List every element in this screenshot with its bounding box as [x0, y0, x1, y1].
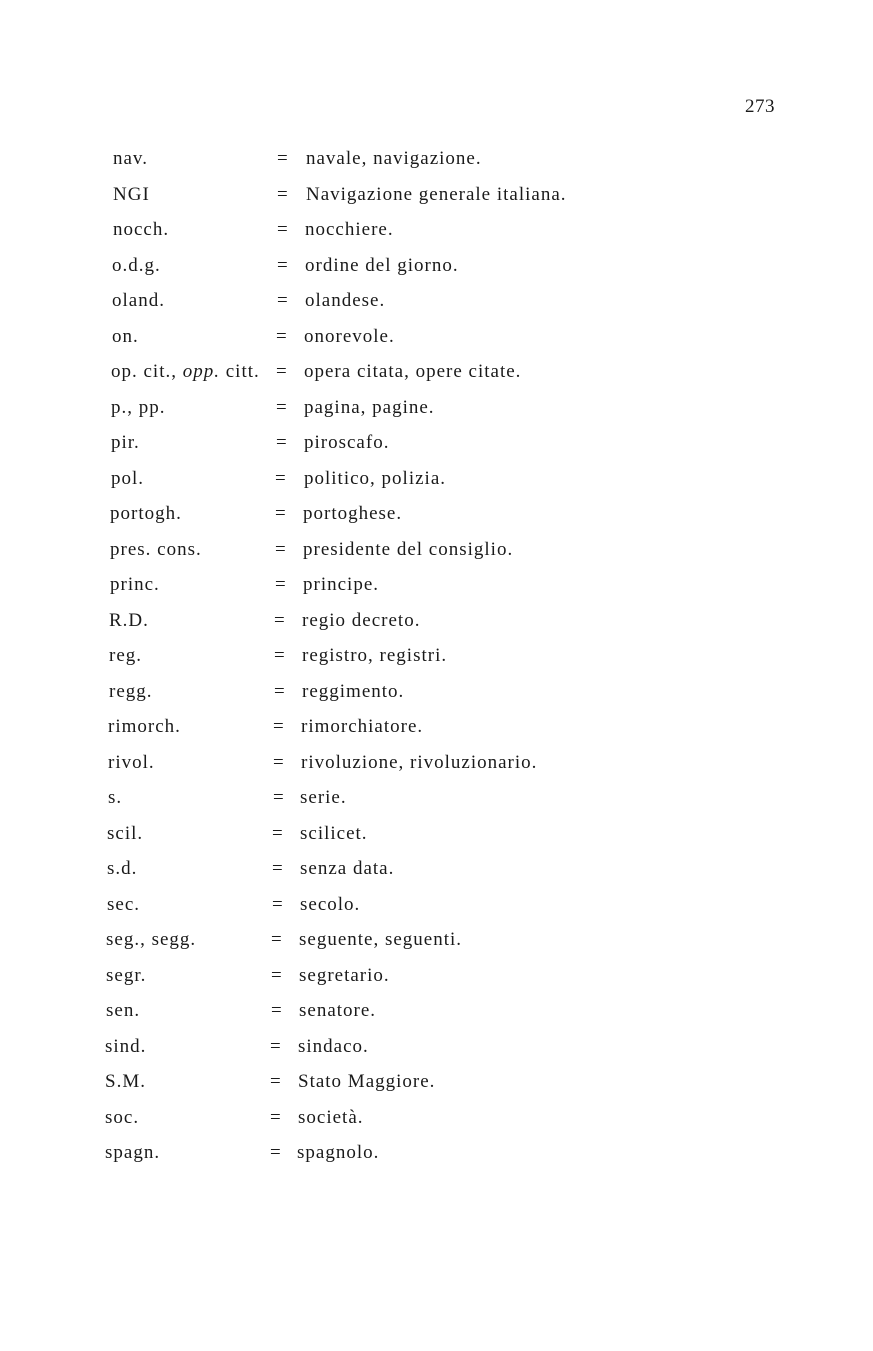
abbreviation: nocch.	[113, 219, 170, 240]
abbreviation: pres. cons.	[110, 538, 202, 560]
equals-sign: =	[271, 1000, 283, 1021]
abbreviation: princ.	[110, 574, 160, 595]
equals-sign: =	[274, 680, 286, 702]
equals-sign: =	[270, 1106, 282, 1128]
abbreviation-entry	[0, 642, 873, 678]
expansion: segretario.	[299, 964, 390, 986]
equals-sign: =	[277, 219, 289, 240]
abbreviation: R.D.	[109, 609, 149, 631]
expansion: regio decreto.	[302, 609, 421, 631]
expansion: scilicet.	[300, 822, 368, 844]
abbreviation-list	[0, 145, 873, 1175]
equals-sign: =	[270, 1035, 282, 1057]
abbreviation: pir.	[111, 432, 140, 453]
abbreviation	[111, 361, 260, 383]
expansion: Navigazione generale italiana.	[306, 183, 567, 205]
equals-sign: =	[276, 325, 288, 347]
abbreviation: nav.	[113, 148, 148, 169]
abbreviation: regg.	[109, 680, 153, 702]
equals-sign: =	[276, 396, 288, 418]
abbreviation-entry	[0, 678, 873, 714]
equals-sign: =	[272, 858, 284, 879]
abbreviation-entry	[0, 962, 873, 998]
expansion: ordine del giorno.	[305, 254, 459, 276]
abbreviation: S.M.	[105, 1071, 146, 1092]
abbreviation-entry	[0, 1104, 873, 1140]
abbreviation-part: citt.	[220, 361, 260, 382]
equals-sign: =	[272, 893, 284, 915]
equals-sign: =	[270, 1071, 282, 1092]
expansion: rivoluzione, rivoluzionario.	[301, 751, 538, 773]
abbreviation: pol.	[111, 467, 145, 489]
abbreviation-entry	[0, 252, 873, 288]
expansion: Stato Maggiore.	[298, 1071, 436, 1092]
expansion: piroscafo.	[304, 432, 390, 453]
equals-sign: =	[277, 183, 289, 205]
abbreviation-entry	[0, 216, 873, 252]
abbreviation-entry	[0, 287, 873, 323]
equals-sign: =	[275, 503, 287, 524]
abbreviation-entry	[0, 784, 873, 820]
abbreviation-italic-part: opp.	[182, 361, 220, 382]
expansion: registro, registri.	[302, 645, 448, 666]
abbreviation-entry	[0, 465, 873, 501]
abbreviation-entry	[0, 855, 873, 891]
abbreviation: rivol.	[108, 751, 155, 773]
abbreviation-entry	[0, 181, 873, 217]
abbreviation: s.	[108, 787, 123, 808]
expansion: secolo.	[300, 893, 361, 915]
equals-sign: =	[270, 1142, 282, 1163]
abbreviation-entry	[0, 1033, 873, 1069]
abbreviation: scil.	[107, 822, 144, 844]
abbreviation: soc.	[105, 1106, 140, 1128]
abbreviation: sec.	[107, 893, 141, 915]
expansion: seguente, seguenti.	[299, 929, 463, 950]
abbreviation-entry	[0, 536, 873, 572]
equals-sign: =	[271, 964, 283, 986]
expansion: opera citata, opere citate.	[304, 361, 522, 382]
equals-sign: =	[273, 716, 285, 737]
abbreviation: segr.	[106, 964, 147, 986]
expansion: senza data.	[300, 858, 395, 879]
expansion: presidente del consiglio.	[303, 538, 514, 560]
equals-sign: =	[272, 822, 284, 844]
equals-sign: =	[275, 538, 287, 560]
abbreviation-entry	[0, 145, 873, 181]
abbreviation: sind.	[105, 1035, 147, 1057]
abbreviation-entry	[0, 820, 873, 856]
expansion: serie.	[300, 787, 347, 808]
equals-sign: =	[274, 645, 286, 666]
abbreviation: spagn.	[105, 1142, 161, 1163]
equals-sign: =	[273, 751, 285, 773]
equals-sign: =	[277, 254, 289, 276]
expansion: senatore.	[299, 1000, 377, 1021]
abbreviation-entry	[0, 1139, 873, 1175]
abbreviation-entry	[0, 323, 873, 359]
equals-sign: =	[275, 467, 287, 489]
equals-sign: =	[271, 929, 283, 950]
abbreviation: portogh.	[110, 503, 182, 524]
abbreviation-entry	[0, 997, 873, 1033]
abbreviation: sen.	[106, 1000, 141, 1021]
abbreviation: o.d.g.	[112, 254, 161, 276]
abbreviation-entry	[0, 607, 873, 643]
abbreviation: p., pp.	[111, 396, 166, 418]
abbreviation: rimorch.	[108, 716, 181, 737]
abbreviation-entry	[0, 429, 873, 465]
expansion: portoghese.	[303, 503, 403, 524]
equals-sign: =	[273, 787, 285, 808]
abbreviation: reg.	[109, 645, 143, 666]
expansion: spagnolo.	[297, 1142, 380, 1163]
abbreviation-entry	[0, 891, 873, 927]
abbreviation: on.	[112, 325, 139, 347]
expansion: reggimento.	[302, 680, 405, 702]
expansion: nocchiere.	[305, 219, 394, 240]
abbreviation-entry	[0, 926, 873, 962]
equals-sign: =	[274, 609, 286, 631]
equals-sign: =	[276, 361, 288, 382]
expansion: olandese.	[305, 290, 386, 311]
abbreviation-entry	[0, 394, 873, 430]
abbreviation-entry	[0, 749, 873, 785]
expansion: politico, polizia.	[304, 467, 447, 489]
abbreviation-entry	[0, 571, 873, 607]
expansion: navale, navigazione.	[306, 148, 482, 169]
abbreviation: oland.	[112, 290, 165, 311]
abbreviation-entry	[0, 500, 873, 536]
equals-sign: =	[275, 574, 287, 595]
abbreviation-part: op. cit.,	[111, 361, 183, 382]
abbreviation-entry	[0, 713, 873, 749]
page-number: 273	[745, 96, 775, 117]
expansion: onorevole.	[304, 325, 395, 347]
expansion: rimorchiatore.	[301, 716, 424, 737]
abbreviation: NGI	[113, 183, 150, 205]
expansion: pagina, pagine.	[304, 396, 435, 418]
expansion: sindaco.	[298, 1035, 369, 1057]
abbreviation: seg., segg.	[106, 929, 197, 950]
equals-sign: =	[276, 432, 288, 453]
equals-sign: =	[277, 290, 289, 311]
expansion: società.	[298, 1106, 364, 1128]
equals-sign: =	[277, 148, 289, 169]
abbreviation: s.d.	[107, 858, 138, 879]
abbreviation-entry	[0, 1068, 873, 1104]
expansion: principe.	[303, 574, 380, 595]
abbreviation-entry	[0, 358, 873, 394]
